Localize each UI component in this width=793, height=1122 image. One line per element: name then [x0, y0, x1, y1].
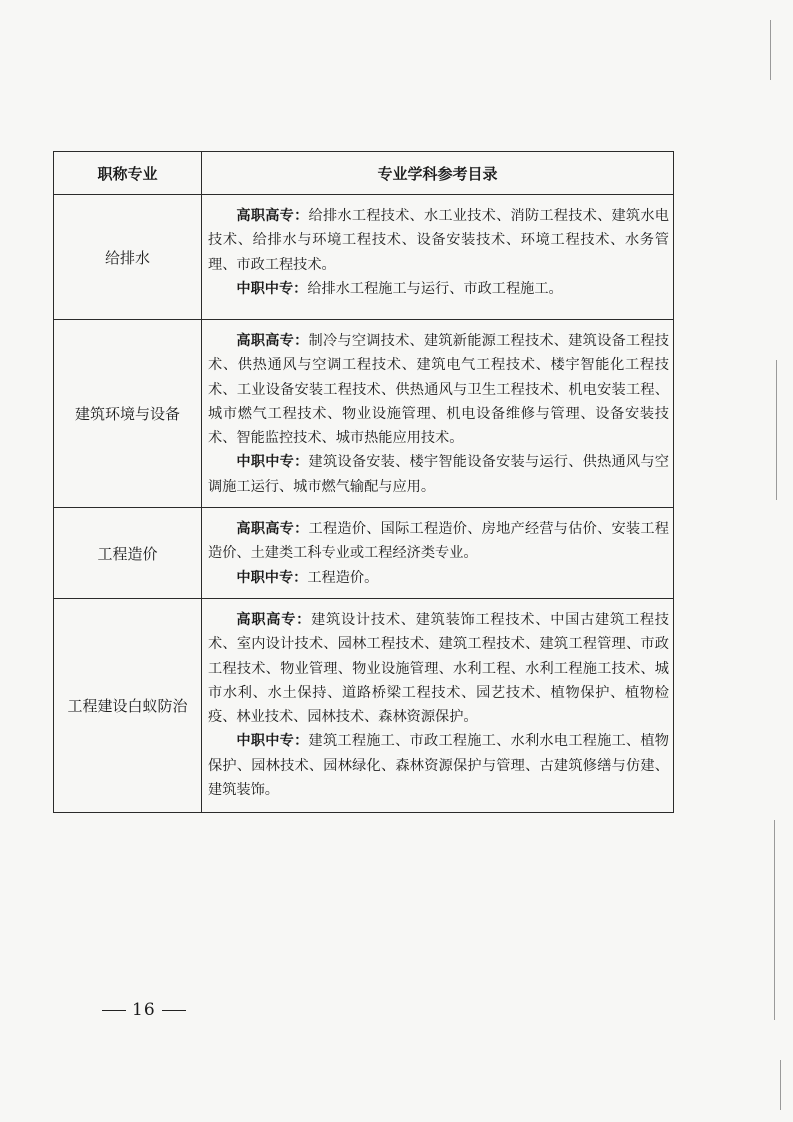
- higher-vocational-text: 工程造价、国际工程造价、房地产经营与估价、安装工程造价、土建类工科专业或工程经济类专业。: [208, 521, 669, 562]
- page-number: [96, 1000, 192, 1020]
- subject-catalog-cell: [202, 598, 674, 812]
- subject-catalog-cell: [202, 195, 674, 320]
- higher-vocational-text: 建筑设计技术、建筑装饰工程技术、中国古建筑工程技术、室内设计技术、园林工程技术、建筑工程技术、建筑工程管理、市政工程技术、物业管理、物业设施管理、水利工程、水利工程施工技术、城市水利、水土保持、道路桥梁工程技术、园艺技术、植物保护、植物检疫、林业技术、园林技术、森林资源保护。: [208, 611, 669, 726]
- page-number-text: 16: [132, 1000, 156, 1020]
- table-row: [54, 508, 674, 599]
- specialty-name: 给排水: [54, 195, 202, 320]
- table-row: [54, 598, 674, 812]
- subject-catalog-cell: [202, 320, 674, 508]
- header-subject-catalog: 专业学科参考目录: [202, 152, 674, 195]
- secondary-vocational-label: 中职中专：: [236, 280, 308, 297]
- higher-vocational-text: 制冷与空调技术、建筑新能源工程技术、建筑设备工程技术、供热通风与空调工程技术、建筑电气工程技术、楼宇智能化工程技术、工业设备安装工程技术、供热通风与卫生工程技术、机电安装工程、城市燃气工程技术、物业设施管理、机电设备维修与管理、设备安装技术、智能监控技术、城市热能应用技术。: [208, 333, 669, 447]
- secondary-vocational-paragraph: [208, 277, 669, 301]
- secondary-vocational-paragraph: [208, 566, 669, 590]
- secondary-vocational-text: 工程造价。: [307, 569, 379, 586]
- higher-vocational-paragraph: [208, 608, 669, 729]
- subject-catalog-cell: [202, 508, 674, 599]
- specialty-name: 工程建设白蚁防治: [54, 598, 202, 812]
- table-row: [54, 195, 674, 320]
- header-title-specialty: 职称专业: [54, 152, 202, 195]
- table-row: [54, 320, 674, 508]
- major-catalog-table: [53, 151, 674, 813]
- secondary-vocational-text: 建筑设备安装、楼宇智能设备安装与运行、供热通风与空调施工运行、城市燃气输配与应用。: [208, 454, 669, 495]
- scan-edge-mark: [774, 820, 775, 1020]
- secondary-vocational-text: 给排水工程施工与运行、市政工程施工。: [307, 280, 563, 297]
- secondary-vocational-paragraph: [208, 729, 669, 802]
- specialty-name: 建筑环境与设备: [54, 320, 202, 508]
- higher-vocational-paragraph: [208, 329, 669, 450]
- higher-vocational-label: 高职高专：: [236, 611, 312, 628]
- specialty-name: 工程造价: [54, 508, 202, 599]
- higher-vocational-label: 高职高专：: [236, 333, 309, 349]
- higher-vocational-label: 高职高专：: [236, 208, 309, 224]
- secondary-vocational-label: 中职中专：: [236, 733, 309, 750]
- scan-edge-mark: [770, 20, 771, 80]
- scan-edge-mark: [776, 360, 777, 500]
- higher-vocational-paragraph: [208, 517, 669, 566]
- secondary-vocational-paragraph: [208, 450, 669, 499]
- dash-left: [102, 1010, 126, 1011]
- higher-vocational-paragraph: [208, 204, 669, 277]
- table-header-row: [54, 152, 674, 195]
- higher-vocational-label: 高职高专：: [236, 521, 309, 538]
- scan-edge-mark: [780, 1060, 781, 1110]
- secondary-vocational-text: 建筑工程施工、市政工程施工、水利水电工程施工、植物保护、园林技术、园林绿化、森林资源保护与管理、古建筑修缮与仿建、建筑装饰。: [208, 733, 669, 799]
- secondary-vocational-label: 中职中专：: [236, 569, 308, 586]
- higher-vocational-text: 给排水工程技术、水工业技术、消防工程技术、建筑水电技术、给排水与环境工程技术、设备安装技术、环境工程技术、水务管理、市政工程技术。: [208, 208, 669, 273]
- dash-right: [162, 1010, 186, 1011]
- secondary-vocational-label: 中职中专：: [236, 454, 309, 471]
